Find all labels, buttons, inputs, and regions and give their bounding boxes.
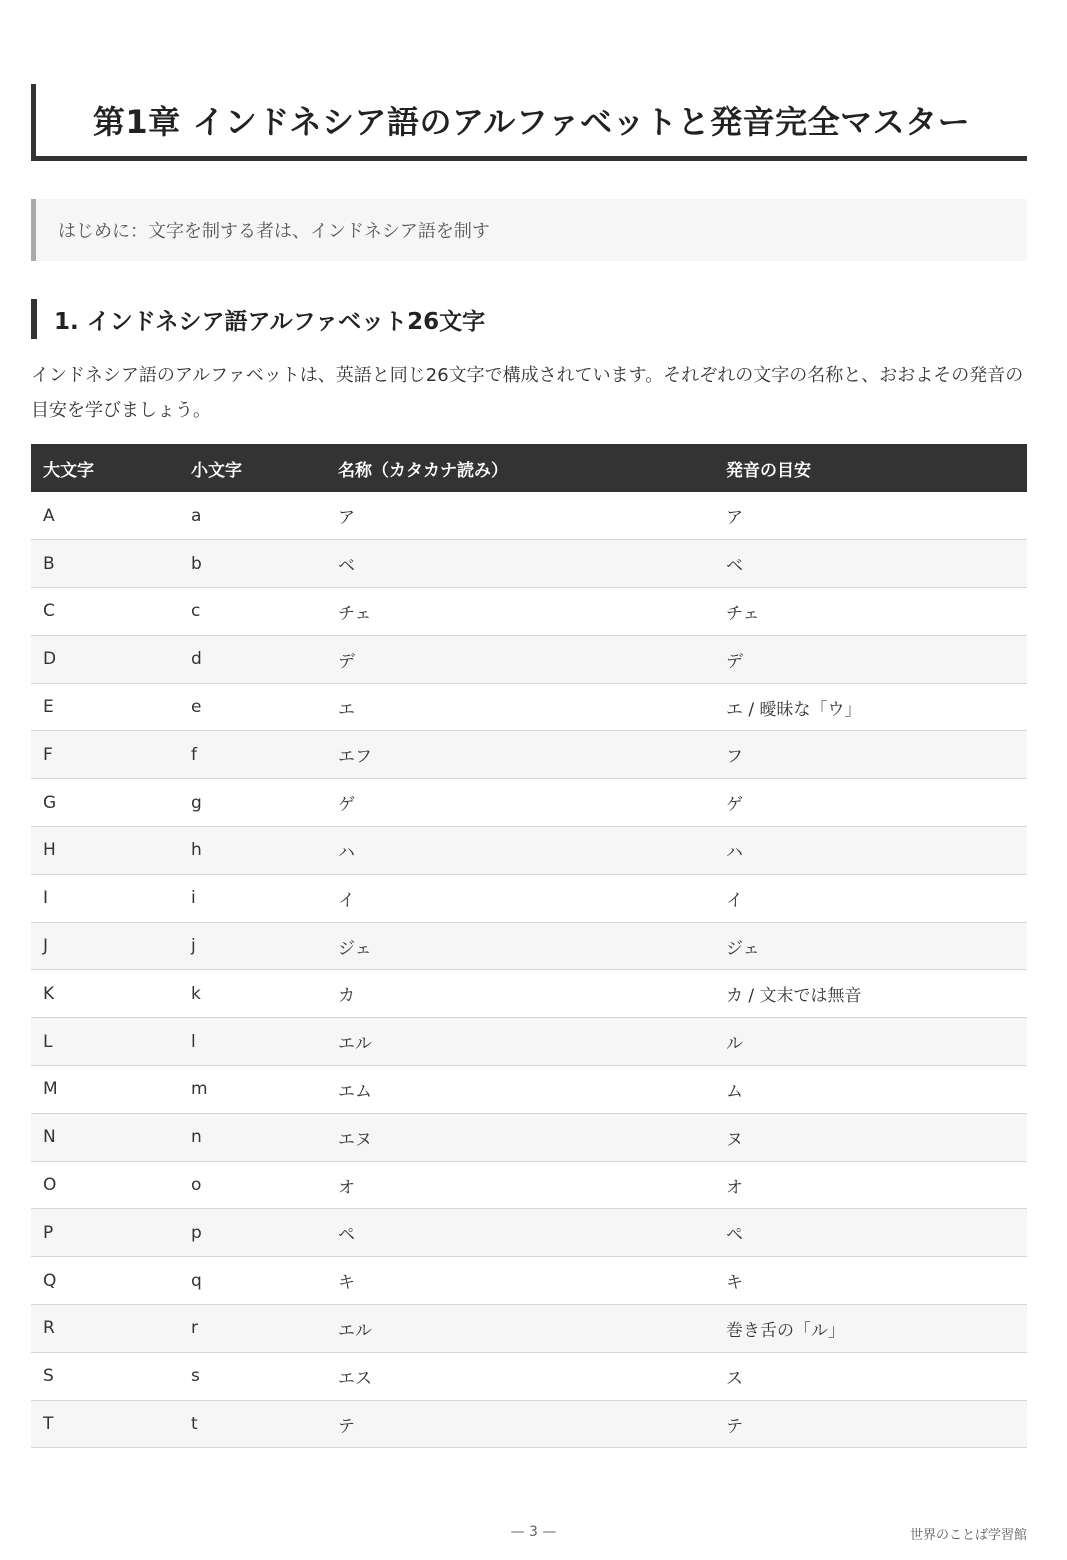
page-number: — 3 — (510, 1524, 557, 1540)
cell-uppercase: J (31, 922, 179, 970)
cell-name: イ (326, 874, 714, 922)
table-row (31, 1113, 1027, 1161)
header-uppercase: 大文字 (31, 444, 179, 492)
cell-name: ゲ (326, 779, 714, 827)
cell-pronunciation: オ (714, 1161, 1027, 1209)
cell-name: ハ (326, 827, 714, 875)
cell-name: キ (326, 1257, 714, 1305)
cell-uppercase: F (31, 731, 179, 779)
chapter-title: 第1章 インドネシア語のアルファベットと発音完全マスター (31, 84, 1027, 161)
cell-lowercase: q (179, 1257, 326, 1305)
cell-pronunciation: キ (714, 1257, 1027, 1305)
cell-uppercase: T (31, 1400, 179, 1448)
cell-pronunciation: ヌ (714, 1113, 1027, 1161)
cell-uppercase: M (31, 1066, 179, 1114)
header-name: 名称（カタカナ読み） (326, 444, 714, 492)
cell-uppercase: I (31, 874, 179, 922)
cell-pronunciation: カ / 文末では無音 (714, 970, 1027, 1018)
cell-pronunciation: ス (714, 1352, 1027, 1400)
cell-name: カ (326, 970, 714, 1018)
cell-lowercase: k (179, 970, 326, 1018)
table-row (31, 1305, 1027, 1353)
cell-uppercase: D (31, 635, 179, 683)
cell-name: エル (326, 1305, 714, 1353)
cell-uppercase: H (31, 827, 179, 875)
cell-lowercase: i (179, 874, 326, 922)
cell-uppercase: B (31, 540, 179, 588)
cell-lowercase: d (179, 635, 326, 683)
table-row (31, 635, 1027, 683)
cell-pronunciation: ア (714, 492, 1027, 540)
table-row (31, 1209, 1027, 1257)
cell-lowercase: c (179, 588, 326, 636)
table-row (31, 922, 1027, 970)
cell-lowercase: n (179, 1113, 326, 1161)
cell-name: エル (326, 1018, 714, 1066)
cell-lowercase: e (179, 683, 326, 731)
cell-name: エヌ (326, 1113, 714, 1161)
table-row (31, 492, 1027, 540)
table-row (31, 1018, 1027, 1066)
cell-pronunciation: ル (714, 1018, 1027, 1066)
cell-uppercase: N (31, 1113, 179, 1161)
cell-name: オ (326, 1161, 714, 1209)
table-row (31, 1257, 1027, 1305)
table-row (31, 1400, 1027, 1448)
cell-pronunciation: テ (714, 1400, 1027, 1448)
cell-pronunciation: ジェ (714, 922, 1027, 970)
cell-name: エム (326, 1066, 714, 1114)
cell-uppercase: E (31, 683, 179, 731)
table-row (31, 779, 1027, 827)
section-paragraph: インドネシア語のアルファベットは、英語と同じ26文字で構成されています。それぞれの文字の名称と、おおよその発音の目安を学びましょう。 (31, 365, 1024, 421)
cell-pronunciation: イ (714, 874, 1027, 922)
table-row (31, 827, 1027, 875)
table-header-row (31, 444, 1027, 492)
header-pronunciation: 発音の目安 (714, 444, 1027, 492)
cell-lowercase: o (179, 1161, 326, 1209)
alphabet-table (31, 444, 1027, 1448)
cell-pronunciation: ペ (714, 1209, 1027, 1257)
cell-name: エ (326, 683, 714, 731)
cell-name: エフ (326, 731, 714, 779)
table-row (31, 540, 1027, 588)
cell-lowercase: l (179, 1018, 326, 1066)
cell-pronunciation: ゲ (714, 779, 1027, 827)
header-lowercase: 小文字 (179, 444, 326, 492)
cell-pronunciation: ベ (714, 540, 1027, 588)
cell-uppercase: G (31, 779, 179, 827)
cell-pronunciation: デ (714, 635, 1027, 683)
cell-pronunciation: チェ (714, 588, 1027, 636)
cell-name: ジェ (326, 922, 714, 970)
cell-lowercase: p (179, 1209, 326, 1257)
cell-lowercase: g (179, 779, 326, 827)
intro-text: はじめに：文字を制する者は、インドネシア語を制す (58, 221, 490, 242)
cell-uppercase: L (31, 1018, 179, 1066)
table-row (31, 1161, 1027, 1209)
cell-uppercase: C (31, 588, 179, 636)
table-row (31, 1066, 1027, 1114)
cell-lowercase: j (179, 922, 326, 970)
cell-pronunciation: ハ (714, 827, 1027, 875)
cell-lowercase: m (179, 1066, 326, 1114)
cell-lowercase: a (179, 492, 326, 540)
cell-name: テ (326, 1400, 714, 1448)
cell-pronunciation: 巻き舌の「ル」 (714, 1305, 1027, 1353)
cell-lowercase: f (179, 731, 326, 779)
table-row (31, 588, 1027, 636)
cell-uppercase: A (31, 492, 179, 540)
table-body (31, 492, 1027, 1448)
cell-pronunciation: エ / 曖昧な「ウ」 (714, 683, 1027, 731)
footer-brand: 世界のことば学習館 (909, 1528, 1027, 1543)
cell-name: ア (326, 492, 714, 540)
table-row (31, 970, 1027, 1018)
cell-name: エス (326, 1352, 714, 1400)
table-row (31, 683, 1027, 731)
cell-uppercase: R (31, 1305, 179, 1353)
cell-uppercase: K (31, 970, 179, 1018)
cell-uppercase: S (31, 1352, 179, 1400)
section-heading: 1. インドネシア語アルファベット26文字 (31, 299, 485, 339)
cell-pronunciation: ム (714, 1066, 1027, 1114)
cell-uppercase: O (31, 1161, 179, 1209)
cell-lowercase: h (179, 827, 326, 875)
cell-name: デ (326, 635, 714, 683)
cell-name: ベ (326, 540, 714, 588)
cell-name: チェ (326, 588, 714, 636)
cell-lowercase: b (179, 540, 326, 588)
table-row (31, 731, 1027, 779)
cell-pronunciation: フ (714, 731, 1027, 779)
cell-name: ペ (326, 1209, 714, 1257)
cell-lowercase: t (179, 1400, 326, 1448)
cell-uppercase: P (31, 1209, 179, 1257)
table-row (31, 1352, 1027, 1400)
cell-lowercase: s (179, 1352, 326, 1400)
cell-lowercase: r (179, 1305, 326, 1353)
intro-callout (31, 199, 1027, 261)
cell-uppercase: Q (31, 1257, 179, 1305)
table-row (31, 874, 1027, 922)
